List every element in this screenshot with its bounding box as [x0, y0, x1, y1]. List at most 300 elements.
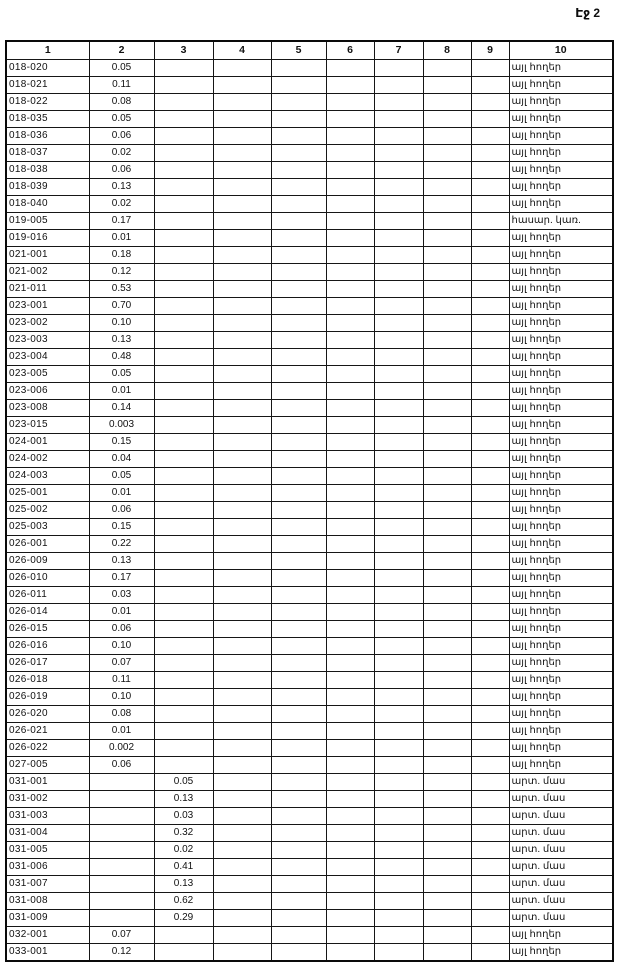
cell-empty [271, 451, 326, 468]
cell-area-value: 0.06 [89, 502, 154, 519]
cell-area-value [154, 264, 213, 281]
cell-parcel-code: 026-001 [6, 536, 89, 553]
cell-parcel-code: 032-001 [6, 927, 89, 944]
cell-empty [374, 774, 423, 791]
cell-empty [271, 434, 326, 451]
table-row [6, 944, 613, 962]
cell-land-type: արտ. մաս [509, 876, 613, 893]
cell-area-value [89, 791, 154, 808]
cell-empty [374, 893, 423, 910]
cell-area-value [154, 349, 213, 366]
cell-empty [213, 638, 271, 655]
cell-empty [271, 264, 326, 281]
cell-empty [374, 281, 423, 298]
table-row [6, 468, 613, 485]
cell-empty [271, 927, 326, 944]
cell-empty [271, 298, 326, 315]
cell-area-value: 0.01 [89, 383, 154, 400]
cell-area-value [154, 621, 213, 638]
cell-empty [213, 519, 271, 536]
cell-empty [423, 434, 471, 451]
cell-empty [423, 842, 471, 859]
cell-empty [326, 502, 374, 519]
cell-empty [271, 859, 326, 876]
cell-land-type: այլ հողեր [509, 298, 613, 315]
cell-land-type: այլ հողեր [509, 247, 613, 264]
cell-area-value: 0.15 [89, 519, 154, 536]
cell-parcel-code: 031-004 [6, 825, 89, 842]
cell-empty [423, 128, 471, 145]
table-row [6, 536, 613, 553]
cell-empty [471, 264, 509, 281]
cell-parcel-code: 026-009 [6, 553, 89, 570]
cell-parcel-code: 031-003 [6, 808, 89, 825]
cell-area-value: 0.05 [89, 111, 154, 128]
cell-empty [271, 893, 326, 910]
cell-empty [326, 111, 374, 128]
cell-area-value [154, 383, 213, 400]
cell-empty [213, 706, 271, 723]
cell-area-value [154, 706, 213, 723]
cell-parcel-code: 026-020 [6, 706, 89, 723]
cell-empty [271, 485, 326, 502]
cell-empty [471, 859, 509, 876]
table-row [6, 842, 613, 859]
cell-empty [326, 859, 374, 876]
cell-empty [374, 434, 423, 451]
cell-parcel-code: 024-003 [6, 468, 89, 485]
cell-empty [374, 672, 423, 689]
cell-area-value: 0.10 [89, 689, 154, 706]
cell-empty [213, 213, 271, 230]
cell-empty [423, 247, 471, 264]
cell-area-value: 0.32 [154, 825, 213, 842]
cell-empty [271, 77, 326, 94]
table-row [6, 60, 613, 77]
cell-empty [326, 757, 374, 774]
cell-empty [423, 808, 471, 825]
cell-empty [213, 791, 271, 808]
cell-empty [271, 383, 326, 400]
cell-area-value: 0.01 [89, 485, 154, 502]
cell-empty [271, 621, 326, 638]
cell-land-type: այլ հողեր [509, 332, 613, 349]
cell-empty [271, 60, 326, 77]
cell-area-value [154, 553, 213, 570]
cell-empty [326, 570, 374, 587]
cell-empty [374, 553, 423, 570]
cell-area-value [154, 485, 213, 502]
cell-empty [271, 468, 326, 485]
cell-area-value [154, 570, 213, 587]
cell-land-type: այլ հողեր [509, 434, 613, 451]
cell-empty [271, 349, 326, 366]
cell-area-value [154, 128, 213, 145]
cell-area-value: 0.13 [154, 791, 213, 808]
cell-empty [423, 893, 471, 910]
cell-land-type: այլ հողեր [509, 944, 613, 962]
cell-empty [271, 332, 326, 349]
cell-empty [423, 366, 471, 383]
table-row [6, 451, 613, 468]
cell-land-type: այլ հողեր [509, 587, 613, 604]
cell-empty [326, 434, 374, 451]
cell-land-type: արտ. մաս [509, 842, 613, 859]
cell-empty [374, 179, 423, 196]
cell-empty [423, 77, 471, 94]
cell-land-type: հասար. կառ. [509, 213, 613, 230]
cell-empty [471, 723, 509, 740]
cell-area-value: 0.07 [89, 655, 154, 672]
cell-empty [271, 723, 326, 740]
cell-empty [213, 621, 271, 638]
cell-empty [271, 400, 326, 417]
cell-area-value: 0.13 [89, 179, 154, 196]
cell-empty [471, 111, 509, 128]
table-row [6, 672, 613, 689]
cell-empty [471, 162, 509, 179]
cell-empty [213, 400, 271, 417]
cell-empty [271, 281, 326, 298]
cell-empty [271, 179, 326, 196]
cell-empty [471, 468, 509, 485]
table-row [6, 927, 613, 944]
cell-area-value: 0.06 [89, 757, 154, 774]
cell-empty [423, 791, 471, 808]
cell-area-value: 0.05 [89, 366, 154, 383]
cell-parcel-code: 021-011 [6, 281, 89, 298]
cell-empty [423, 536, 471, 553]
table-row [6, 383, 613, 400]
cell-empty [326, 451, 374, 468]
table-header-row [6, 41, 613, 60]
cell-empty [271, 706, 326, 723]
cell-empty [374, 876, 423, 893]
cell-empty [471, 706, 509, 723]
cell-empty [471, 400, 509, 417]
cell-parcel-code: 023-002 [6, 315, 89, 332]
cell-empty [471, 553, 509, 570]
cell-empty [271, 808, 326, 825]
cell-empty [423, 111, 471, 128]
cell-empty [271, 536, 326, 553]
cell-area-value [154, 740, 213, 757]
cell-parcel-code: 026-011 [6, 587, 89, 604]
cell-empty [271, 247, 326, 264]
cell-empty [326, 910, 374, 927]
cell-empty [471, 944, 509, 962]
cell-empty [374, 638, 423, 655]
cell-area-value [154, 672, 213, 689]
cell-empty [374, 706, 423, 723]
cell-empty [326, 655, 374, 672]
cell-empty [374, 60, 423, 77]
cell-area-value: 0.05 [89, 468, 154, 485]
cell-empty [213, 264, 271, 281]
cell-empty [423, 417, 471, 434]
cell-empty [374, 468, 423, 485]
cell-area-value: 0.06 [89, 128, 154, 145]
cell-empty [374, 570, 423, 587]
cell-empty [374, 94, 423, 111]
cell-empty [271, 774, 326, 791]
cell-land-type: այլ հողեր [509, 315, 613, 332]
table-row [6, 910, 613, 927]
cell-area-value: 0.17 [89, 570, 154, 587]
table-row [6, 638, 613, 655]
cell-land-type: այլ հողեր [509, 519, 613, 536]
cell-empty [213, 757, 271, 774]
cell-land-type: այլ հողեր [509, 60, 613, 77]
cell-land-type: այլ հողեր [509, 145, 613, 162]
cell-area-value: 0.08 [89, 706, 154, 723]
cell-empty [326, 128, 374, 145]
column-header: 1 [6, 41, 89, 60]
cell-empty [374, 315, 423, 332]
cell-empty [374, 196, 423, 213]
cell-empty [471, 536, 509, 553]
cell-empty [326, 689, 374, 706]
table-row [6, 876, 613, 893]
cell-area-value [154, 587, 213, 604]
cell-empty [326, 587, 374, 604]
cell-parcel-code: 033-001 [6, 944, 89, 962]
cell-area-value: 0.41 [154, 859, 213, 876]
cell-empty [471, 281, 509, 298]
cell-empty [423, 162, 471, 179]
cell-empty [423, 553, 471, 570]
cell-empty [374, 332, 423, 349]
cell-area-value [154, 298, 213, 315]
table-row [6, 247, 613, 264]
cell-area-value [154, 927, 213, 944]
cell-area-value: 0.04 [89, 451, 154, 468]
cell-empty [374, 77, 423, 94]
cell-area-value [89, 893, 154, 910]
cell-parcel-code: 023-005 [6, 366, 89, 383]
table-row [6, 502, 613, 519]
cell-empty [374, 366, 423, 383]
cell-empty [326, 842, 374, 859]
cell-empty [271, 689, 326, 706]
cell-empty [213, 910, 271, 927]
cell-land-type: արտ. մաս [509, 791, 613, 808]
cell-empty [326, 468, 374, 485]
table-row [6, 825, 613, 842]
cell-area-value [89, 910, 154, 927]
cell-land-type: այլ հողեր [509, 468, 613, 485]
cell-parcel-code: 031-002 [6, 791, 89, 808]
cell-land-type: այլ հողեր [509, 111, 613, 128]
cell-empty [271, 655, 326, 672]
cell-empty [213, 145, 271, 162]
cell-empty [374, 910, 423, 927]
cell-empty [213, 230, 271, 247]
cell-empty [471, 672, 509, 689]
cell-empty [423, 94, 471, 111]
cell-empty [423, 400, 471, 417]
table-row [6, 808, 613, 825]
cell-area-value [89, 876, 154, 893]
cell-empty [326, 927, 374, 944]
cell-area-value [154, 655, 213, 672]
cell-empty [326, 536, 374, 553]
cell-parcel-code: 023-006 [6, 383, 89, 400]
cell-empty [271, 638, 326, 655]
cell-empty [213, 893, 271, 910]
cell-empty [471, 893, 509, 910]
table-row [6, 281, 613, 298]
cell-empty [423, 196, 471, 213]
cell-parcel-code: 031-005 [6, 842, 89, 859]
cell-area-value [154, 230, 213, 247]
column-header: 9 [471, 41, 509, 60]
cell-area-value: 0.13 [89, 553, 154, 570]
cell-empty [423, 349, 471, 366]
cell-area-value: 0.12 [89, 944, 154, 962]
cell-parcel-code: 026-010 [6, 570, 89, 587]
cell-empty [374, 621, 423, 638]
cell-empty [423, 519, 471, 536]
cell-area-value: 0.70 [89, 298, 154, 315]
cell-empty [471, 502, 509, 519]
cell-empty [213, 179, 271, 196]
cell-empty [374, 740, 423, 757]
cell-empty [213, 434, 271, 451]
cell-area-value: 0.62 [154, 893, 213, 910]
cell-parcel-code: 026-017 [6, 655, 89, 672]
cell-parcel-code: 026-022 [6, 740, 89, 757]
cell-empty [213, 553, 271, 570]
cell-empty [271, 230, 326, 247]
table-row [6, 859, 613, 876]
cell-area-value [154, 604, 213, 621]
cell-empty [471, 349, 509, 366]
cell-empty [326, 791, 374, 808]
cell-empty [326, 315, 374, 332]
cell-area-value: 0.05 [154, 774, 213, 791]
cell-empty [326, 281, 374, 298]
cell-parcel-code: 026-016 [6, 638, 89, 655]
cell-empty [213, 60, 271, 77]
cell-land-type: արտ. մաս [509, 910, 613, 927]
cell-empty [374, 944, 423, 962]
cell-empty [213, 876, 271, 893]
cell-empty [423, 315, 471, 332]
cell-empty [213, 111, 271, 128]
table-row [6, 604, 613, 621]
cell-land-type: այլ հողեր [509, 230, 613, 247]
cell-empty [326, 740, 374, 757]
cell-empty [374, 247, 423, 264]
cell-empty [471, 145, 509, 162]
cell-empty [326, 349, 374, 366]
cell-area-value: 0.08 [89, 94, 154, 111]
cell-empty [423, 910, 471, 927]
cell-empty [326, 621, 374, 638]
table-row [6, 757, 613, 774]
cell-parcel-code: 024-002 [6, 451, 89, 468]
cell-empty [423, 230, 471, 247]
cell-area-value [154, 502, 213, 519]
cell-empty [471, 60, 509, 77]
cell-empty [471, 587, 509, 604]
cell-area-value: 0.05 [89, 60, 154, 77]
cell-empty [423, 621, 471, 638]
cell-empty [471, 740, 509, 757]
cell-area-value [154, 944, 213, 962]
cell-area-value [154, 213, 213, 230]
cell-parcel-code: 024-001 [6, 434, 89, 451]
cell-area-value [154, 145, 213, 162]
cell-area-value [154, 638, 213, 655]
cell-empty [271, 910, 326, 927]
cell-parcel-code: 023-015 [6, 417, 89, 434]
cell-area-value: 0.002 [89, 740, 154, 757]
cell-parcel-code: 026-014 [6, 604, 89, 621]
cell-parcel-code: 031-009 [6, 910, 89, 927]
cell-empty [471, 128, 509, 145]
cell-empty [213, 451, 271, 468]
cell-empty [374, 145, 423, 162]
cell-empty [471, 315, 509, 332]
cell-empty [213, 740, 271, 757]
cell-empty [374, 604, 423, 621]
cell-empty [271, 570, 326, 587]
cell-empty [326, 485, 374, 502]
cell-empty [423, 706, 471, 723]
cell-empty [271, 128, 326, 145]
cell-empty [423, 298, 471, 315]
cell-area-value [154, 400, 213, 417]
table-row [6, 128, 613, 145]
cell-empty [271, 944, 326, 962]
cell-area-value: 0.01 [89, 604, 154, 621]
cell-empty [374, 519, 423, 536]
cell-empty [271, 519, 326, 536]
table-row [6, 655, 613, 672]
cell-empty [471, 383, 509, 400]
cell-area-value [154, 247, 213, 264]
table-row [6, 366, 613, 383]
cell-area-value [89, 825, 154, 842]
cell-parcel-code: 018-036 [6, 128, 89, 145]
cell-empty [374, 859, 423, 876]
cell-empty [423, 179, 471, 196]
cell-empty [271, 757, 326, 774]
cell-empty [423, 213, 471, 230]
cell-empty [471, 604, 509, 621]
cell-empty [471, 196, 509, 213]
cell-area-value [89, 842, 154, 859]
cell-land-type: արտ. մաս [509, 774, 613, 791]
cell-area-value: 0.03 [154, 808, 213, 825]
cell-empty [213, 366, 271, 383]
cell-empty [326, 179, 374, 196]
table-row [6, 349, 613, 366]
cell-land-type: արտ. մաս [509, 825, 613, 842]
cell-empty [213, 162, 271, 179]
cell-land-type: այլ հողեր [509, 77, 613, 94]
cell-empty [326, 162, 374, 179]
column-header: 10 [509, 41, 613, 60]
cell-empty [213, 587, 271, 604]
table-row [6, 111, 613, 128]
cell-empty [374, 349, 423, 366]
cell-empty [471, 876, 509, 893]
cell-empty [374, 723, 423, 740]
cell-empty [471, 366, 509, 383]
